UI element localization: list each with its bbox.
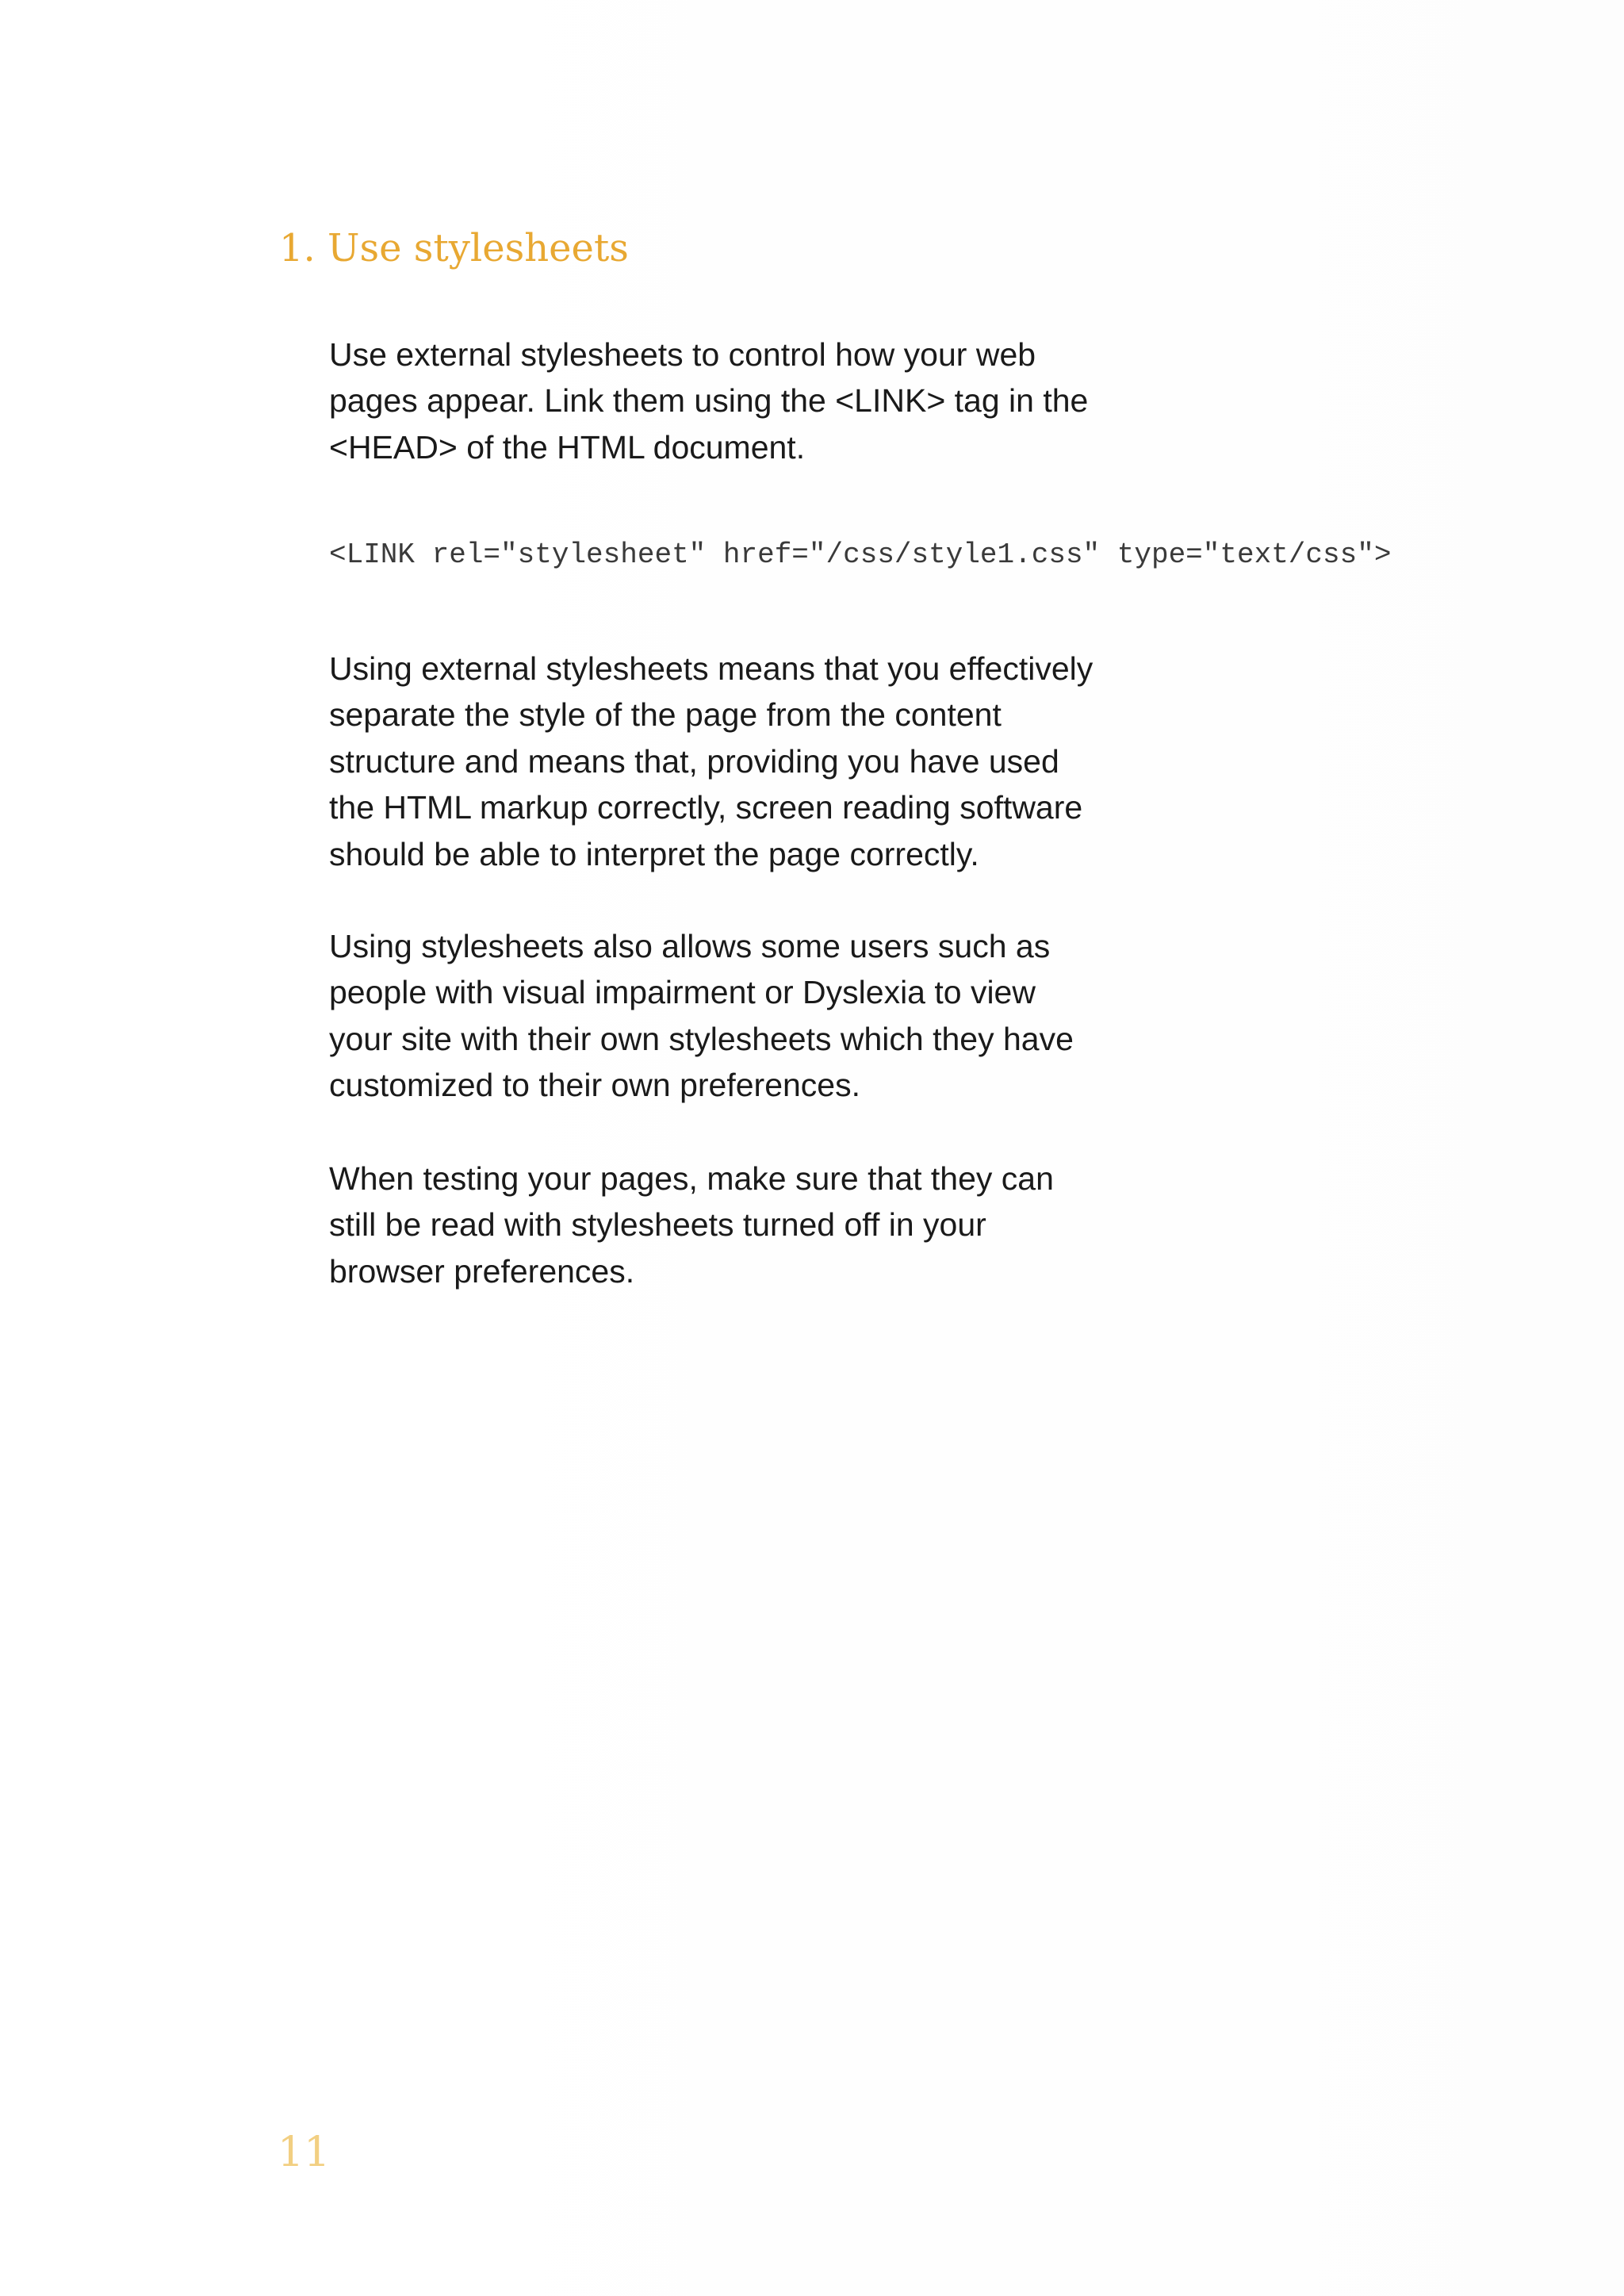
user-stylesheets-paragraph: Using stylesheets also allows some users such as people with visual impairment or Dyslexia to view your site with their own stylesheets which they have customized to their own preferences. bbox=[329, 928, 1074, 1104]
section-heading: 1. Use stylesheets bbox=[279, 226, 629, 270]
separation-paragraph: Using external stylesheets means that you effectively separate the style of the page from the content structure and means that, providing you have used the HTML markup correctly, screen reading software should be able to interpret the page correctly. bbox=[329, 650, 1094, 872]
testing-paragraph: When testing your pages, make sure that they can still be read with stylesheets turned off in your browser preferences. bbox=[329, 1160, 1054, 1290]
intro-paragraph: Use external stylesheets to control how your web pages appear. Link them using the <LINK> tag in the <HEAD> of the HTML document. bbox=[329, 336, 1089, 466]
page-number: 11 bbox=[278, 2129, 331, 2176]
code-example: <LINK rel="stylesheet" href="/css/style1.css" type="text/css"> bbox=[329, 539, 1392, 571]
